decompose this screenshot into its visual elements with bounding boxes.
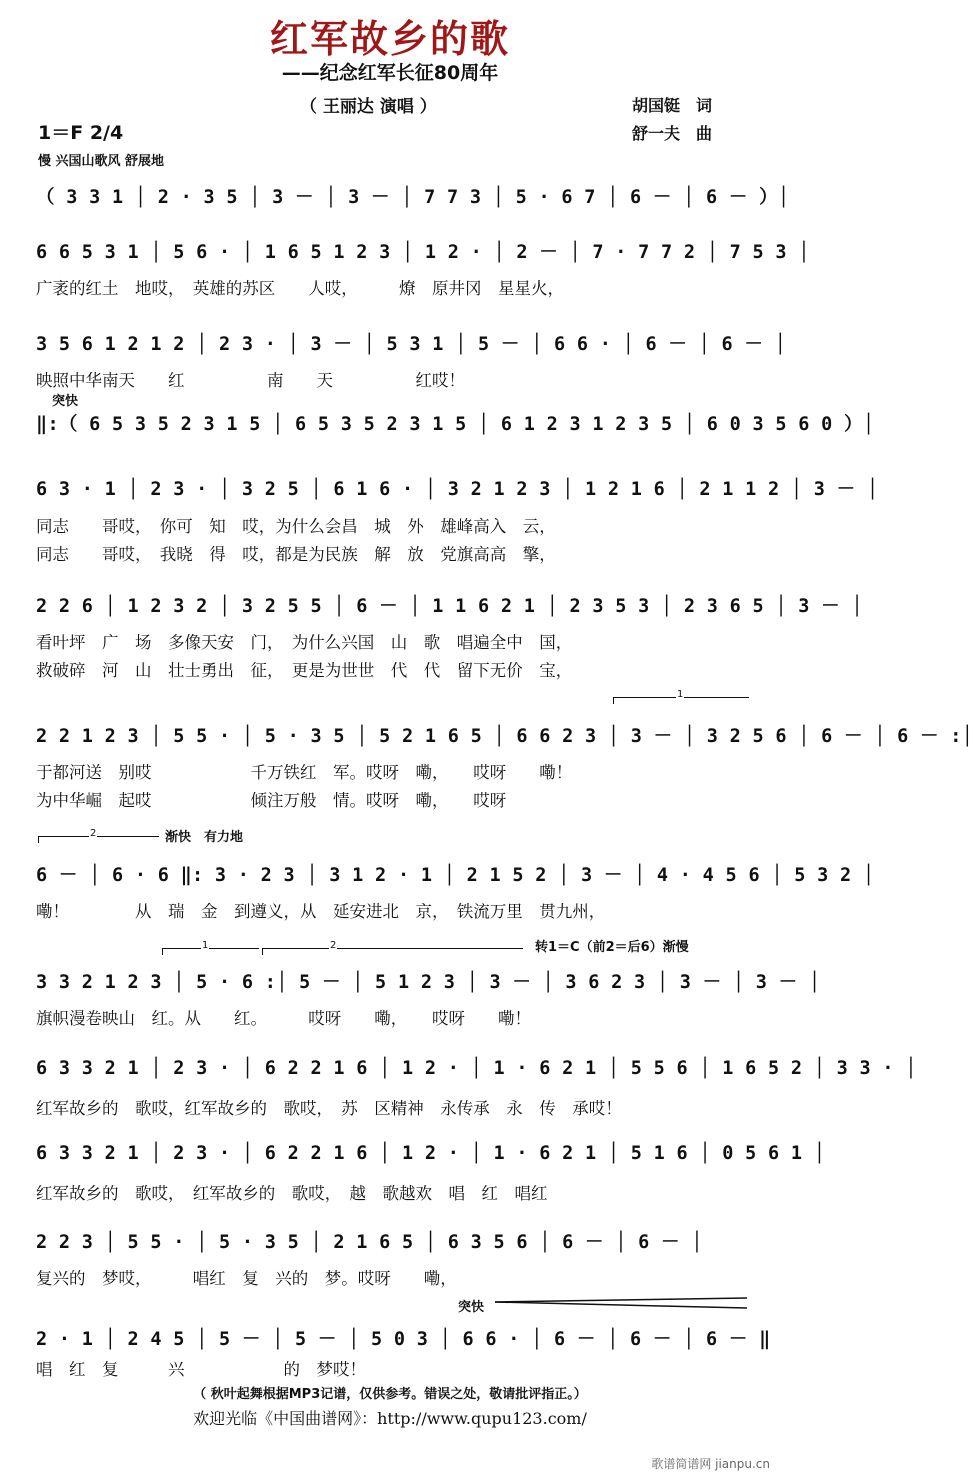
lyric-line-13: 唱 红 复 兴 的 梦哎！ (36, 1360, 366, 1379)
notation-line-3: 3 5 6 1 2 1 2 │ 2 3 · │ 3 － │ 5 3 1 │ 5 － │ 6 6 · │ 6 － │ 6 － │ (36, 334, 787, 355)
lyric-line-2: 广袤的红土 地哎， 英雄的苏区 人哎， 燎 原井冈 星星火， (36, 279, 564, 298)
lyric-line-5b: 同志 哥哎， 我晓 得 哎，都是为民族 解 放 党旗高高 擎， (36, 545, 556, 564)
lyric-line-6a: 看叶坪 广 场 多像天安 门， 为什么兴国 山 歌 唱遍全中 国， (36, 633, 573, 652)
site-credit: 欢迎光临《中国曲谱网》：http://www.qupu123.com/ (193, 1409, 587, 1428)
notation-line-6: 2 2 6 │ 1 2 3 2 │ 3 2 5 5 │ 6 － │ 1 1 6 2 1 │ 2 3 5 3 │ 2 3 6 5 │ 3 － │ (36, 596, 863, 617)
tempo-faster-marking: 渐快 有力地 (165, 830, 244, 845)
lyric-line-7a: 于都河送 别哎 千万铁红 军。哎呀 嘞， 哎呀 嘞！ (36, 763, 573, 782)
tempo-fast-marking: 突快 (52, 394, 79, 409)
lyric-line-11: 红军故乡的 歌哎， 红军故乡的 歌哎， 越 歌越欢 唱 红 唱红 (36, 1184, 548, 1203)
lyric-line-3: 映照中华南天 红 南 天 红哎！ (36, 371, 465, 390)
lyricist-credit: 胡国铤 词 (632, 96, 713, 115)
modulation-marking: 转1＝C（前2＝后6）渐慢 (535, 940, 689, 955)
song-subtitle: ——纪念红军长征80周年 (281, 62, 499, 84)
notation-line-13: 2 · 1 │ 2 4 5 │ 5 － │ 5 － │ 5 0 3 │ 6 6 · │ 6 － │ 6 － │ 6 － ‖ (36, 1329, 771, 1350)
tempo-marking: 慢 兴国山歌风 舒展地 (38, 154, 165, 169)
key-signature: 1＝F 2/4 (38, 122, 124, 144)
notation-line-11: 6 3 3 2 1 │ 2 3 · │ 6 2 2 1 6 │ 1 2 · │ 1 · 6 2 1 │ 5 1 6 │ 0 5 6 1 │ (36, 1143, 826, 1164)
notation-line-1: （ 3 3 1 │ 2 · 3 5 │ 3 － │ 3 － │ 7 7 3 │ 5 · 6 7 │ 6 － │ 6 － ）│ (36, 187, 790, 208)
lyric-line-9: 旗帜漫卷映山 红。从 红。 哎呀 嘞， 哎呀 嘞！ (36, 1009, 531, 1028)
watermark: 歌谱简谱网 jianpu.cn (651, 1457, 770, 1471)
notation-line-8: 6 － │ 6 · 6 ‖: 3 · 2 3 │ 3 1 2 · 1 │ 2 1 5 2 │ 3 － │ 4 · 4 5 6 │ 5 3 2 │ (36, 865, 875, 886)
lyric-line-8: 嘞！ 从 瑞 金 到遵义，从 延安进北 京， 铁流万里 贯九州， (36, 902, 606, 921)
lyric-line-7b: 为中华崛 起哎 倾注万般 情。哎呀 嘞， 哎呀 (36, 791, 507, 810)
notation-line-10: 6 3 3 2 1 │ 2 3 · │ 6 2 2 1 6 │ 1 2 · │ 1 · 6 2 1 │ 5 5 6 │ 1 6 5 2 │ 3 3 · │ (36, 1058, 917, 1079)
notation-line-4: ‖:（ 6 5 3 5 2 3 1 5 │ 6 5 3 5 2 3 1 5 │ 6 1 2 3 1 2 3 5 │ 6 0 3 5 6 0 ）│ (36, 414, 875, 435)
singer-credit: （ 王丽达 演唱 ） (300, 97, 437, 117)
lyric-line-5a: 同志 哥哎， 你可 知 哎，为什么会昌 城 外 雄峰高入 云， (36, 517, 556, 536)
song-title: 红军故乡的歌 (269, 16, 510, 61)
tempo-fast-marking-2: 突快 (458, 1300, 485, 1315)
notation-line-5: 6 3 · 1 │ 2 3 · │ 3 2 5 │ 6 1 6 · │ 3 2 1 2 3 │ 1 2 1 6 │ 2 1 1 2 │ 3 － │ (36, 479, 879, 500)
volta-bracket-1: 1 (613, 697, 749, 704)
volta-bracket-2: 2 (38, 836, 159, 843)
transcription-note: （ 秋叶起舞根据MP3记谱，仅供参考。错误之处，敬请批评指正。） (193, 1387, 587, 1402)
lyric-line-10: 红军故乡的 歌哎，红军故乡的 歌哎， 苏 区精神 永传承 永 传 承哎！ (36, 1099, 622, 1118)
lyric-line-12: 复兴的 梦哎， 唱红 复 兴的 梦。哎呀 嘞， (36, 1269, 457, 1288)
notation-line-2: 6 6 5 3 1 │ 5 6 · │ 1 6 5 1 2 3 │ 1 2 · │ 2 － │ 7 · 7 7 2 │ 7 5 3 │ (36, 242, 810, 263)
lyric-line-6b: 救破碎 河 山 壮士勇出 征， 更是为世世 代 代 留下无价 宝， (36, 661, 573, 680)
composer-credit: 舒一夫 曲 (632, 124, 713, 143)
notation-line-9: 3 3 2 1 2 3 │ 5 · 6 :│ 5 － │ 5 1 2 3 │ 3 － │ 3 6 2 3 │ 3 － │ 3 － │ (36, 972, 821, 993)
notation-line-7: 2 2 1 2 3 │ 5 5 · │ 5 · 3 5 │ 5 2 1 6 5 │ 6 6 2 3 │ 3 － │ 3 2 5 6 │ 6 － │ 6 － :│ (36, 726, 973, 747)
volta-bracket-4: 2 (262, 948, 523, 955)
volta-bracket-3: 1 (162, 948, 259, 955)
crescendo-hairpin (495, 1296, 750, 1316)
notation-line-12: 2 2 3 │ 5 5 · │ 5 · 3 5 │ 2 1 6 5 │ 6 3 5 6 │ 6 － │ 6 － │ (36, 1232, 703, 1253)
